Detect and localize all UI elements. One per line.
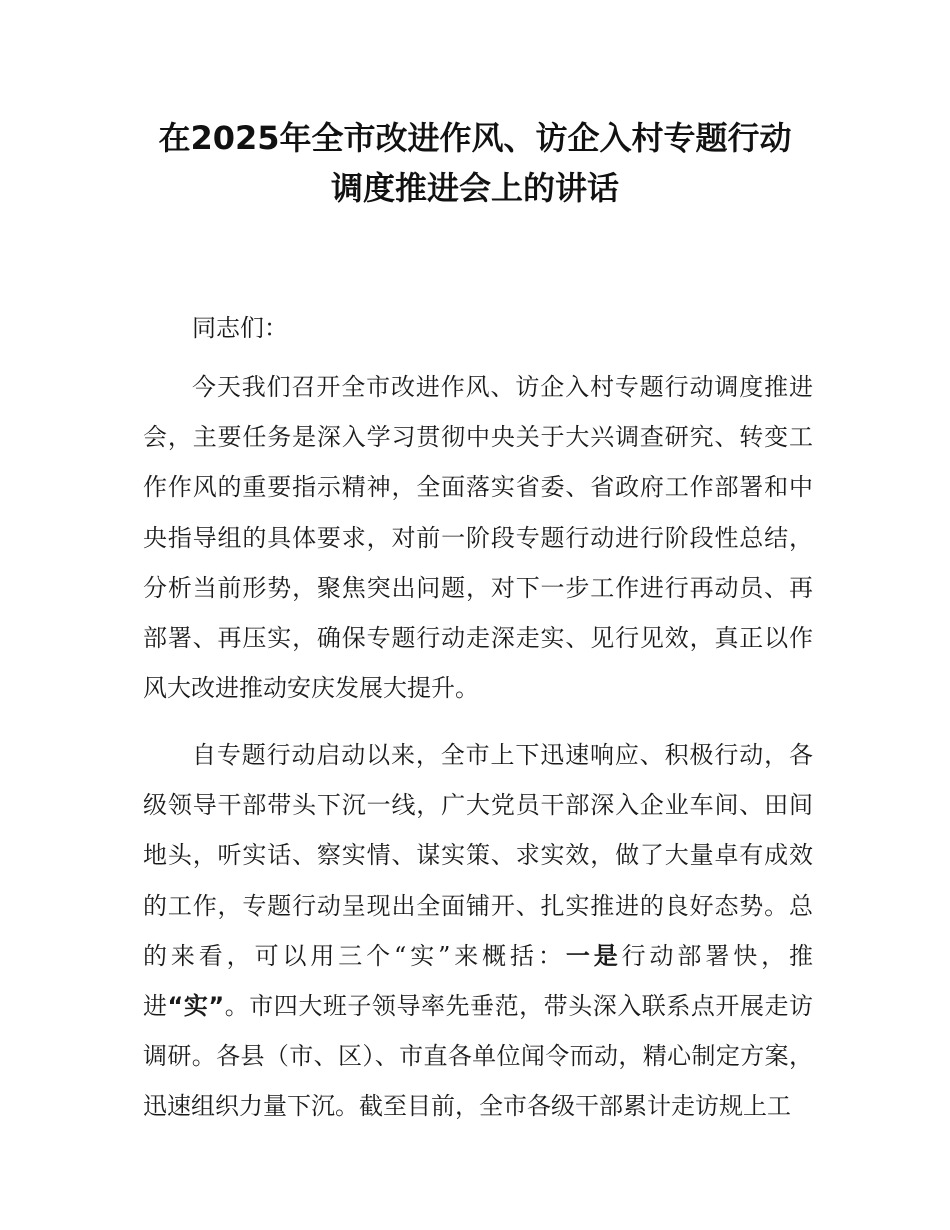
- document-title-line-2: 调度推进会上的讲话: [330, 169, 619, 207]
- emphasis-shi-quote: “实”: [167, 992, 225, 1021]
- paragraph-summary-rest: 。市四大班子领导率先垂范，带头深入联系点开展走访调研。各县（市、区）、市直各单位闻令而动，精心制定方案，迅速组织力量下沉。截至目前，全市各级干部累计走访规上工: [143, 992, 813, 1120]
- paragraph-summary-intro: 自专题行动启动以来，全市上下迅速响应、积极行动，各级领导干部带头下沉一线，广大党员干部深入企业车间、田间地头，听实话、察实情、谋实策、求实效，做了大量卓有成效的工作，专题行动呈现出全面铺开、扎实推进的良好态势。总的来看，可以用三个“实”来概括：: [143, 741, 813, 970]
- paragraph-summary-mid: 行动部署快，推进: [143, 941, 813, 1021]
- emphasis-first-point: 一是: [565, 941, 622, 970]
- paragraph-opening: 今天我们召开全市改进作风、访企入村专题行动调度推进会，主要任务是深入学习贯彻中央关于大兴调查研究、转变工作作风的重要指示精神，全面落实省委、省政府工作部署和中央指导组的具体要求，对前一阶段专题行动进行阶段性总结，分析当前形势，聚焦突出问题，对下一步工作进行再动员、再部署、再压实，确保专题行动走深走实、见行见效，真正以作风大改进推动安庆发展大提升。: [143, 373, 813, 703]
- document-title-line-1: 在2025年全市改进作风、访企入村专题行动: [158, 119, 792, 157]
- salutation: 同志们：: [192, 314, 288, 342]
- paragraph-summary: [143, 730, 813, 1120]
